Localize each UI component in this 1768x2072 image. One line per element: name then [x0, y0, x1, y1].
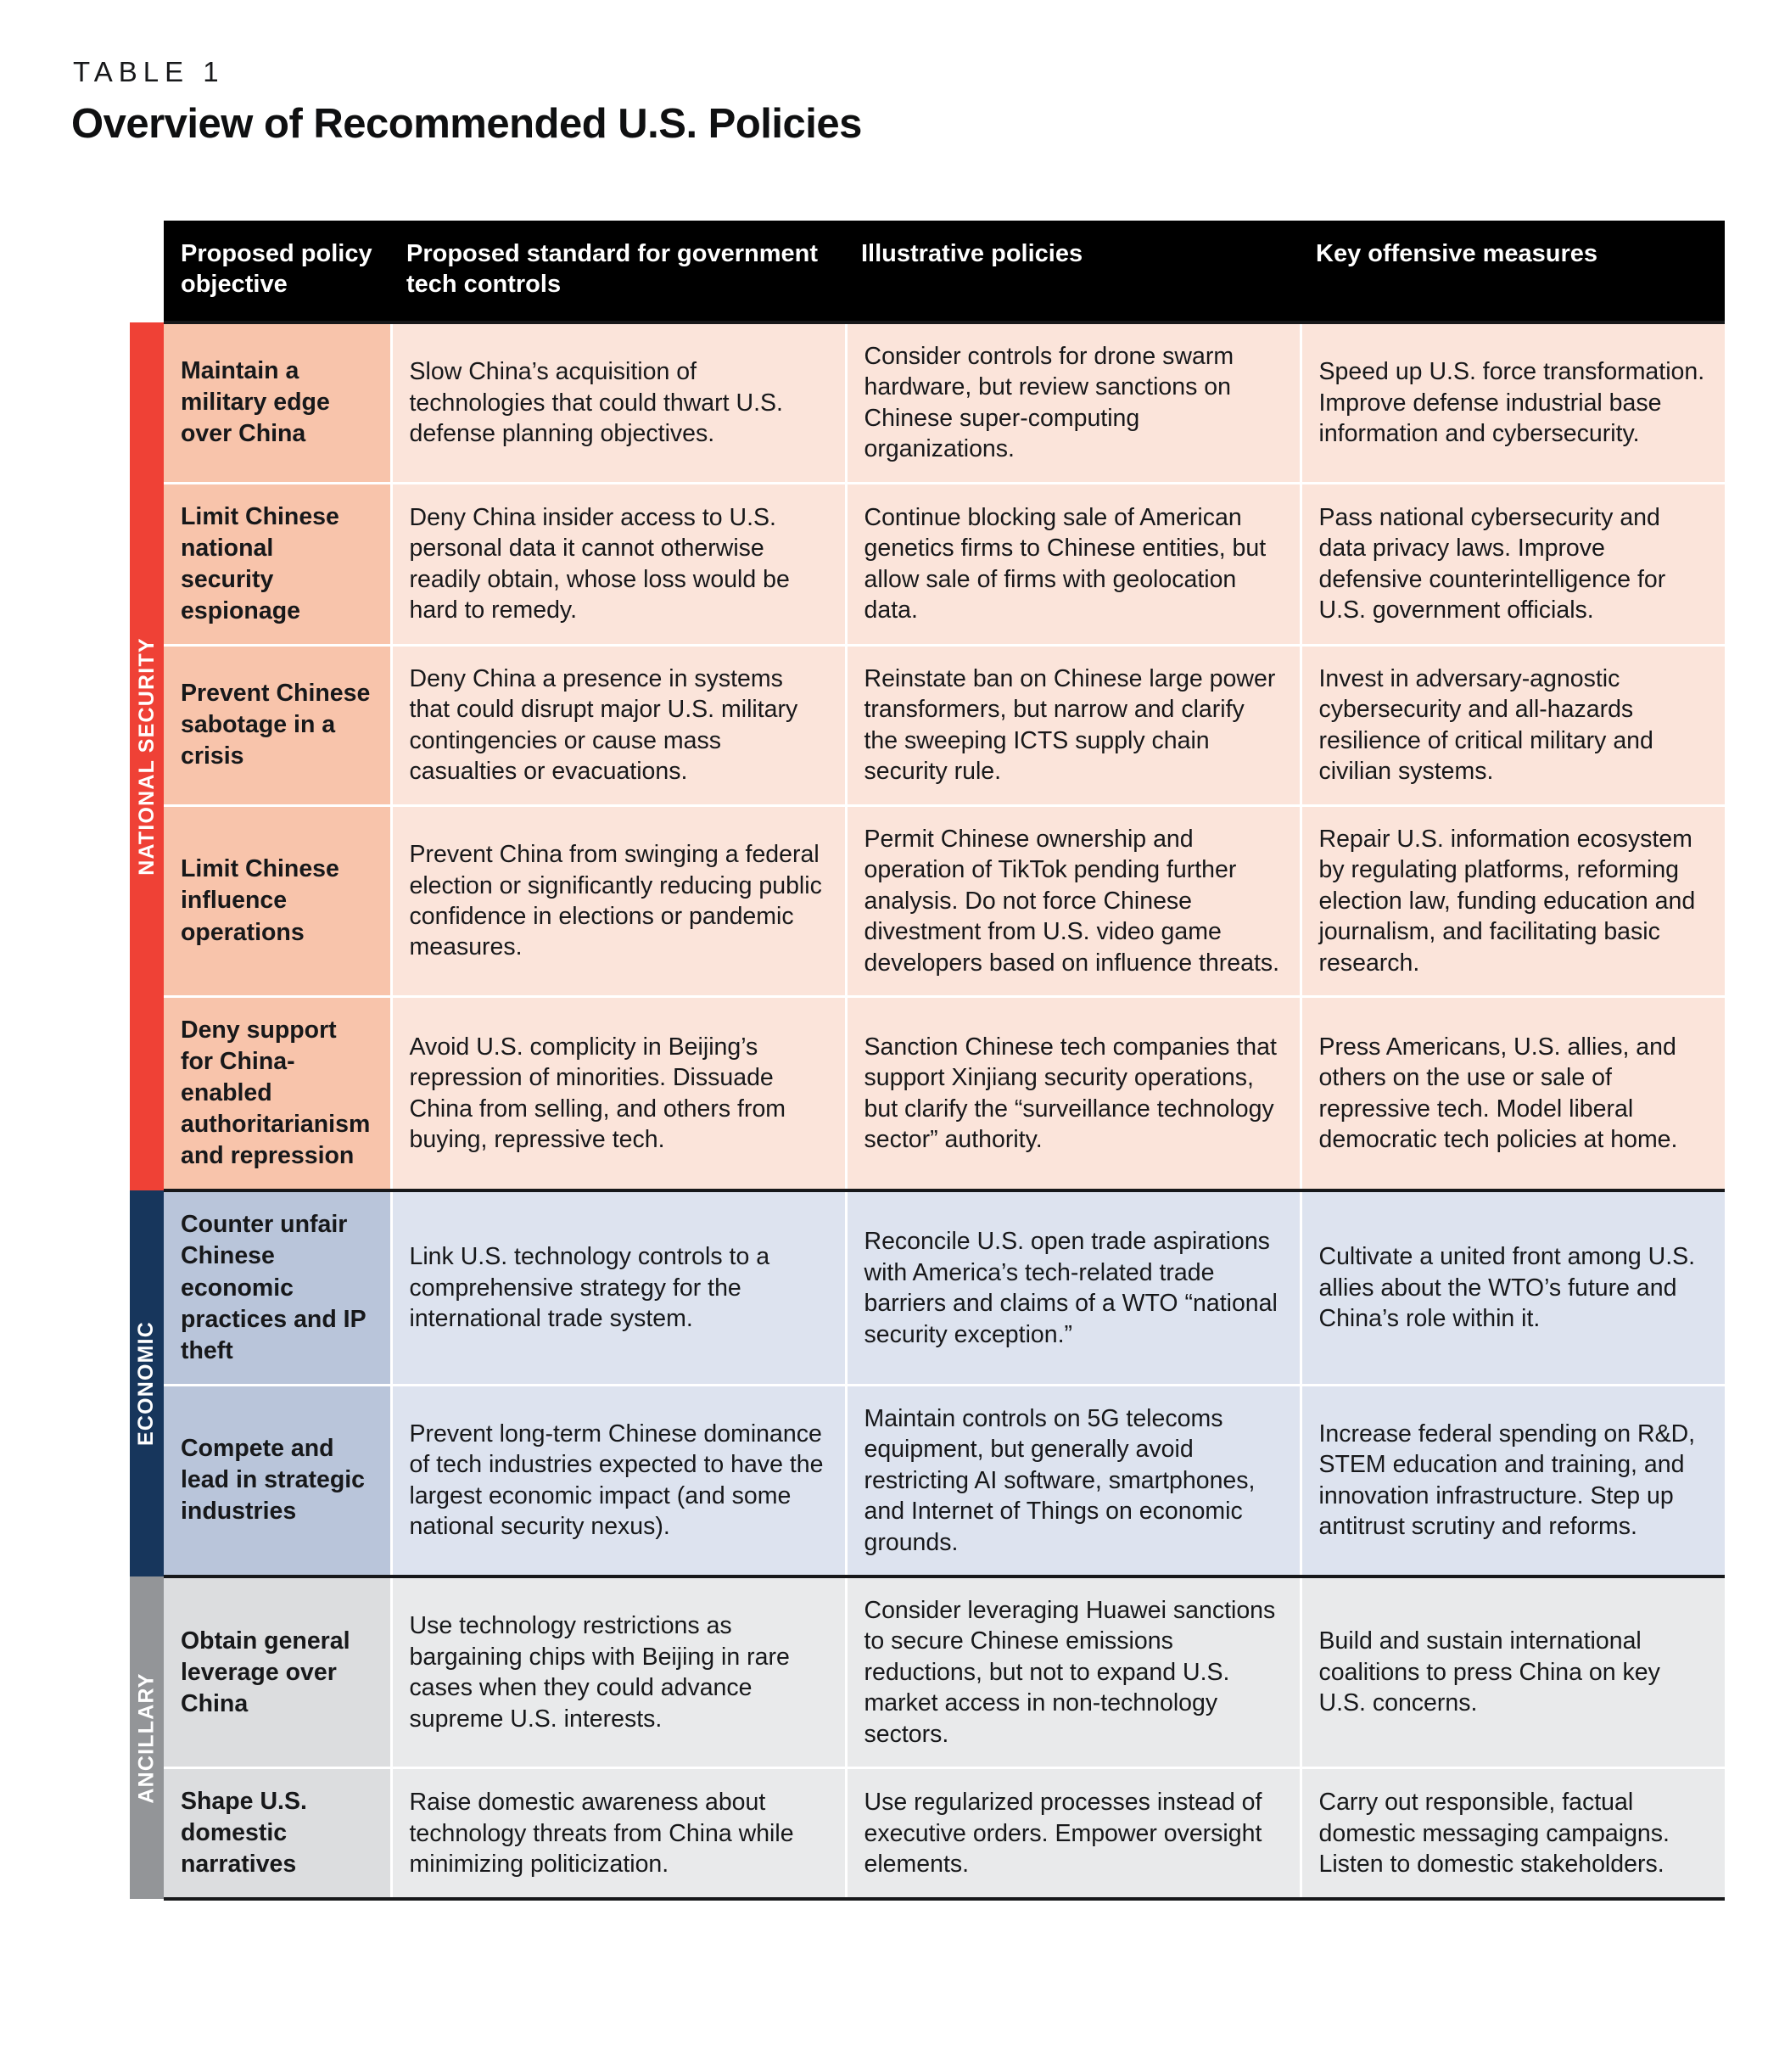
table-number-label: TABLE 1 [73, 56, 225, 87]
cell-standard: Raise domestic awareness about technology threats from China while minimizing politicization. [391, 1768, 846, 1900]
cell-standard: Deny China insider access to U.S. personal data it cannot otherwise readily obtain, whose loss would be hard to remedy. [391, 483, 846, 645]
cell-illustrative: Reconcile U.S. open trade aspirations with America’s tech-related trade barriers and claims of a WTO “national security exception.” [846, 1190, 1301, 1385]
table-row [164, 805, 1725, 996]
column-header-offensive: Key offensive measures [1301, 221, 1725, 322]
table-body [164, 322, 1725, 1900]
policy-table-wrapper [130, 221, 1705, 1901]
cell-offensive: Repair U.S. information ecosystem by regulating platforms, reforming election law, funding education and journalism, and facilitating basic research. [1301, 805, 1725, 996]
table-row [164, 1576, 1725, 1768]
cell-illustrative: Reinstate ban on Chinese large power transformers, but narrow and clarify the sweeping ICTS supply chain security rule. [846, 645, 1301, 805]
table-header [164, 221, 1725, 322]
cell-offensive: Invest in adversary-agnostic cybersecurity and all-hazards resilience of critical military and civilian systems. [1301, 645, 1725, 805]
cell-objective: Prevent Chinese sabotage in a crisis [164, 645, 391, 805]
cell-illustrative: Permit Chinese ownership and operation of TikTok pending further analysis. Do not force Chinese divestment from U.S. video game developers based on influence threats. [846, 805, 1301, 996]
table-row [164, 1385, 1725, 1576]
band-spine-ancillary [130, 1576, 164, 1899]
cell-standard: Prevent long-term Chinese dominance of tech industries expected to have the largest economic impact (and some national security nexus). [391, 1385, 846, 1576]
cell-offensive: Build and sustain international coalitions to press China on key U.S. concerns. [1301, 1576, 1725, 1768]
cell-objective: Maintain a military edge over China [164, 322, 391, 483]
cell-illustrative: Continue blocking sale of American genetics firms to Chinese entities, but allow sale of firms with geolocation data. [846, 483, 1301, 645]
spine-header-spacer [130, 221, 164, 322]
table-row [164, 997, 1725, 1191]
cell-illustrative: Maintain controls on 5G telecoms equipment, but generally avoid restricting AI software, smartphones, and Internet of Things on economic grounds. [846, 1385, 1301, 1576]
column-header-standard: Proposed standard for government tech controls [391, 221, 846, 322]
cell-illustrative: Consider controls for drone swarm hardware, but review sanctions on Chinese super-computing organizations. [846, 322, 1301, 483]
table-row [164, 1768, 1725, 1900]
policy-table [164, 221, 1725, 1901]
table-row [164, 645, 1725, 805]
band-label-ancillary: ANCILLARY [134, 1672, 159, 1804]
cell-offensive: Increase federal spending on R&D, STEM education and training, and innovation infrastructure. Step up antitrust scrutiny and reforms. [1301, 1385, 1725, 1576]
column-header-illustrative: Illustrative policies [846, 221, 1301, 322]
band-spine-economic [130, 1190, 164, 1576]
cell-standard: Slow China’s acquisition of technologies that could thwart U.S. defense planning objectives. [391, 322, 846, 483]
table-header-row [164, 221, 1725, 322]
cell-objective: Counter unfair Chinese economic practices and IP theft [164, 1190, 391, 1385]
cell-standard: Avoid U.S. complicity in Beijing’s repression of minorities. Dissuade China from selling, and others from buying, repressive tech. [391, 997, 846, 1191]
band-spine-national-security [130, 322, 164, 1191]
cell-objective: Shape U.S. domestic narratives [164, 1768, 391, 1900]
table-row [164, 322, 1725, 483]
cell-objective: Limit Chinese national security espionage [164, 483, 391, 645]
band-spine-column [130, 221, 164, 1901]
band-label-economic: ECONOMIC [134, 1321, 159, 1447]
column-header-objective: Proposed policy objective [164, 221, 391, 322]
cell-standard: Use technology restrictions as bargaining chips with Beijing in rare cases when they could advance supreme U.S. interests. [391, 1576, 846, 1768]
page-title: Overview of Recommended U.S. Policies [71, 101, 862, 147]
cell-objective: Obtain general leverage over China [164, 1576, 391, 1768]
cell-illustrative: Sanction Chinese tech companies that support Xinjiang security operations, but clarify the “surveillance technology sector” authority. [846, 997, 1301, 1191]
table-row [164, 1190, 1725, 1385]
cell-illustrative: Use regularized processes instead of executive orders. Empower oversight elements. [846, 1768, 1301, 1900]
cell-offensive: Cultivate a united front among U.S. allies about the WTO’s future and China’s role within it. [1301, 1190, 1725, 1385]
band-label-national-security: NATIONAL SECURITY [134, 637, 159, 876]
cell-illustrative: Consider leveraging Huawei sanctions to secure Chinese emissions reductions, but not to expand U.S. market access in non-technology sectors. [846, 1576, 1301, 1768]
cell-standard: Deny China a presence in systems that could disrupt major U.S. military contingencies or cause mass casualties or evacuations. [391, 645, 846, 805]
cell-standard: Prevent China from swinging a federal election or significantly reducing public confidence in elections or pandemic measures. [391, 805, 846, 996]
cell-offensive: Press Americans, U.S. allies, and others on the use or sale of repressive tech. Model liberal democratic tech policies at home. [1301, 997, 1725, 1191]
cell-offensive: Pass national cybersecurity and data privacy laws. Improve defensive counterintelligence for U.S. government officials. [1301, 483, 1725, 645]
cell-offensive: Speed up U.S. force transformation. Improve defense industrial base information and cybersecurity. [1301, 322, 1725, 483]
table-row [164, 483, 1725, 645]
cell-objective: Compete and lead in strategic industries [164, 1385, 391, 1576]
cell-standard: Link U.S. technology controls to a comprehensive strategy for the international trade system. [391, 1190, 846, 1385]
cell-offensive: Carry out responsible, factual domestic messaging campaigns. Listen to domestic stakeholders. [1301, 1768, 1725, 1900]
cell-objective: Limit Chinese influence operations [164, 805, 391, 996]
cell-objective: Deny support for China-enabled authoritarianism and repression [164, 997, 391, 1191]
